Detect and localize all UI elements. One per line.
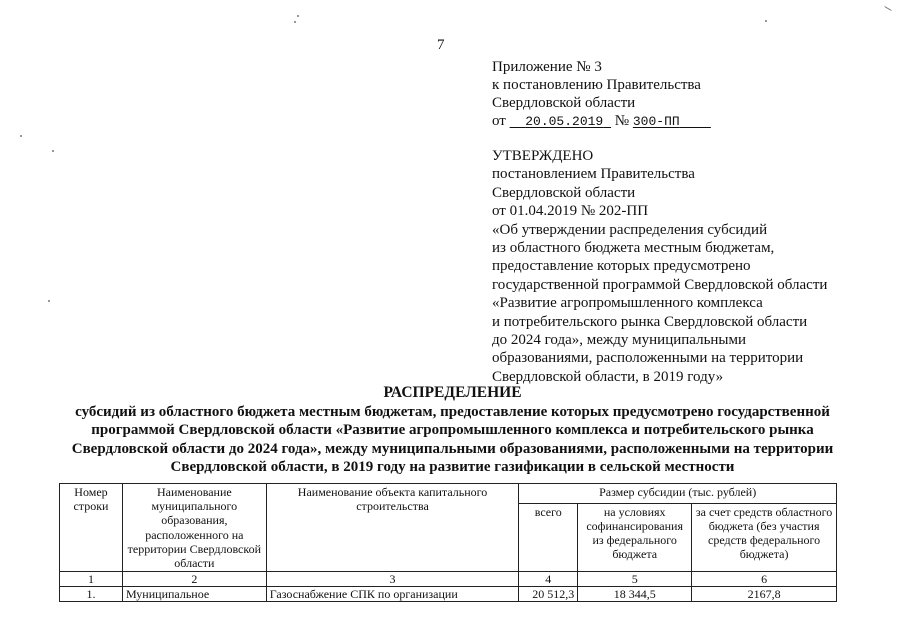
cell-total: 20 512,3 (519, 587, 578, 602)
header-regional-budget: за счет средств областного бюджета (без участия средств федерального бюджета) (692, 503, 837, 572)
title-heading: РАСПРЕДЕЛЕНИЕ (383, 384, 522, 401)
table-column-numbers (60, 572, 837, 587)
approved-line: постановлением Правительства (492, 166, 695, 183)
title-line: Свердловской области, в 2019 году на развитие газификации в сельской местности (170, 458, 735, 475)
table-row (60, 587, 837, 602)
document-title (40, 384, 865, 476)
column-number: 2 (122, 572, 266, 587)
scan-speck (294, 21, 296, 23)
cell-row-number: 1. (60, 587, 123, 602)
approved-line: Свердловской области (492, 184, 636, 201)
annex-line: Свердловской области (492, 95, 636, 111)
table-header-row (60, 484, 837, 504)
approved-line: предоставление которых предусмотрено (492, 258, 751, 275)
header-object: Наименование объекта капитального строительства (266, 484, 519, 572)
approved-line: от 01.04.2019 № 202-ПП (492, 203, 649, 220)
annex-title: Приложение № 3 (492, 59, 602, 75)
header-federal-cofinancing: на условиях софинансирования из федерального бюджета (578, 503, 692, 572)
column-number: 1 (60, 572, 123, 587)
approved-line: и потребительского рынка Свердловской области (492, 313, 808, 330)
header-subsidy-amount: Размер субсидии (тыс. рублей) (519, 484, 837, 504)
title-line: Свердловской области до 2024 года», между муниципальными образованиями, расположенными на территории (71, 440, 834, 457)
annex-number: 300-ПП (632, 114, 680, 129)
title-line: программой Свердловской области «Развитие агропромышленного комплекса и потребительского рынка (91, 422, 814, 439)
approved-line: Свердловской области, в 2019 году» (492, 368, 724, 385)
annex-date-prefix: от (492, 113, 506, 129)
column-number: 6 (692, 572, 837, 587)
annex-date-line (492, 112, 711, 131)
header-total: всего (519, 503, 578, 572)
column-number: 4 (519, 572, 578, 587)
annex-line: к постановлению Правительства (492, 77, 701, 93)
scan-speck (297, 15, 299, 17)
column-number: 3 (266, 572, 519, 587)
scan-speck (765, 20, 767, 22)
scan-speck (52, 150, 54, 152)
scan-speck (20, 135, 22, 137)
annex-number-prefix: № (614, 113, 630, 129)
cell-object: Газоснабжение СПК по организации (266, 587, 519, 602)
approved-line: до 2024 года», между муниципальными (492, 332, 747, 349)
cell-federal: 18 344,5 (578, 587, 692, 602)
approved-block (492, 147, 827, 386)
cell-municipality: Муниципальное (122, 587, 266, 602)
approved-heading: УТВЕРЖДЕНО (492, 148, 594, 164)
scan-speck (48, 300, 50, 302)
header-municipality: Наименование муниципального образования, расположенного на территории Свердловской области (122, 484, 266, 572)
approved-line: из областного бюджета местным бюджетам, (492, 240, 775, 257)
approved-line: «Развитие агропромышленного комплекса (492, 295, 763, 312)
subsidy-table (59, 483, 837, 602)
cell-regional: 2167,8 (692, 587, 837, 602)
approved-line: «Об утверждении распределения субсидий (492, 221, 768, 238)
scan-speck (884, 6, 891, 11)
approved-line: государственной программой Свердловской области (492, 276, 828, 293)
header-row-number: Номер строки (60, 484, 123, 572)
title-line: субсидий из областного бюджета местным бюджетам, предоставление которых предусмотрено государственной (75, 404, 830, 421)
annex-block (492, 58, 711, 131)
annex-date: 20.05.2019 (525, 114, 604, 129)
column-number: 5 (578, 572, 692, 587)
page-number: 7 (437, 37, 445, 53)
approved-line: образованиями, расположенными на территории (492, 350, 804, 367)
